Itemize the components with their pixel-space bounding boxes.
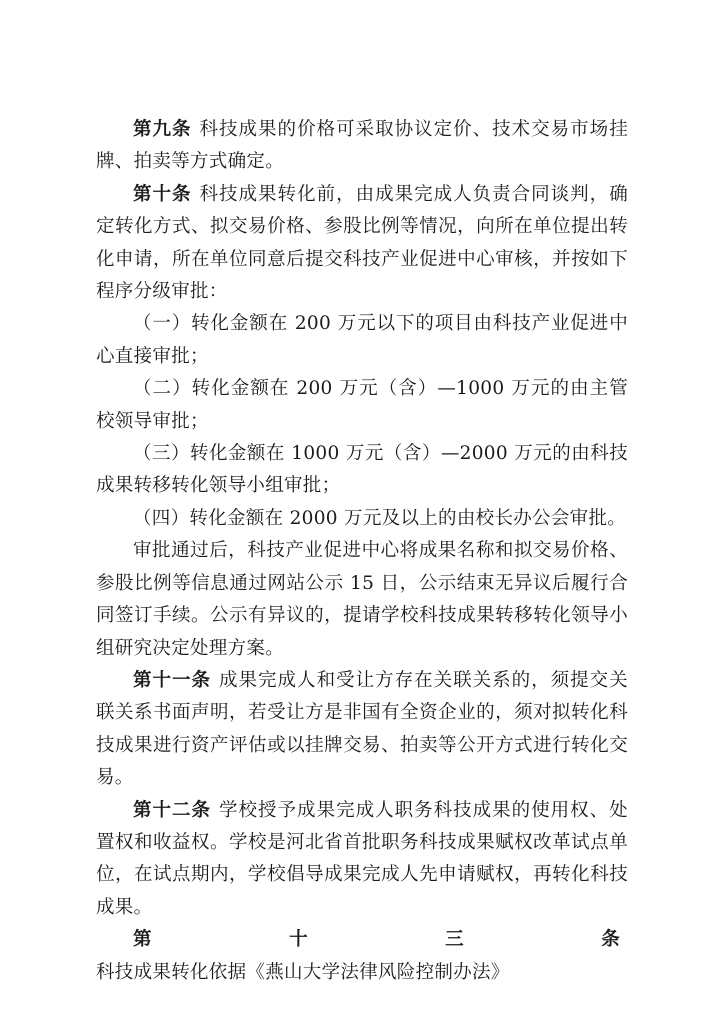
- paragraph-item-3: [96, 438, 628, 503]
- paragraph-text: 科技成果转化依据《燕山大学法律风险控制办法》: [96, 961, 510, 983]
- paragraph-item-4: [96, 503, 628, 535]
- paragraph-article-13: [96, 924, 628, 989]
- paragraph-text: （二）转化金额在 200 万元（含）—1000 万元的由主管校领导审批；: [96, 378, 628, 432]
- paragraph-item-2: [96, 373, 628, 438]
- document-body: [96, 114, 628, 989]
- paragraph-text: 学校授予成果完成人职务科技成果的使用权、处置权和收益权。学校是河北省首批职务科技成果赋权改革试点单位，在试点期内，学校倡导成果完成人先申请赋权，再转化科技成果。: [96, 799, 628, 918]
- paragraph-text: （三）转化金额在 1000 万元（含）—2000 万元的由科技成果转移转化领导小组审批；: [96, 443, 628, 497]
- paragraph-text: 审批通过后，科技产业促进中心将成果名称和拟交易价格、参股比例等信息通过网站公示 15 日，公示结束无异议后履行合同签订手续。公示有异议的，提请学校科技成果转移转化领导小组研究决定处理方案。: [96, 540, 628, 659]
- paragraph-text: 科技成果的价格可采取协议定价、技术交易市场挂牌、拍卖等方式确定。: [96, 119, 628, 173]
- paragraph-text: 科技成果转化前，由成果完成人负责合同谈判，确定转化方式、拟交易价格、参股比例等情况，向所在单位提出转化申请，所在单位同意后提交科技产业促进中心审核，并按如下程序分级审批：: [96, 183, 628, 303]
- paragraph-text: （一）转化金额在 200 万元以下的项目由科技产业促进中心直接审批；: [96, 313, 628, 367]
- paragraph-article-11: [96, 665, 628, 795]
- article-number: 第十三条: [133, 929, 620, 951]
- article-number: 第十二条: [133, 799, 212, 821]
- paragraph-article-12: [96, 795, 628, 925]
- paragraph-text: 成果完成人和受让方存在关联关系的，须提交关联关系书面声明，若受让方是非国有全资企业的，须对拟转化科技成果进行资产评估或以挂牌交易、拍卖等公开方式进行转化交易。: [96, 669, 628, 789]
- paragraph-text: （四）转化金额在 2000 万元及以上的由校长办公会审批。: [133, 507, 627, 529]
- article-number: 第九条: [133, 119, 192, 140]
- paragraph-item-1: [96, 308, 628, 373]
- article-number: 第十一条: [133, 669, 212, 691]
- paragraph-approval: [96, 535, 628, 665]
- paragraph-article-9: [96, 114, 628, 179]
- paragraph-article-10: [96, 179, 628, 309]
- article-number: 第十条: [133, 183, 192, 205]
